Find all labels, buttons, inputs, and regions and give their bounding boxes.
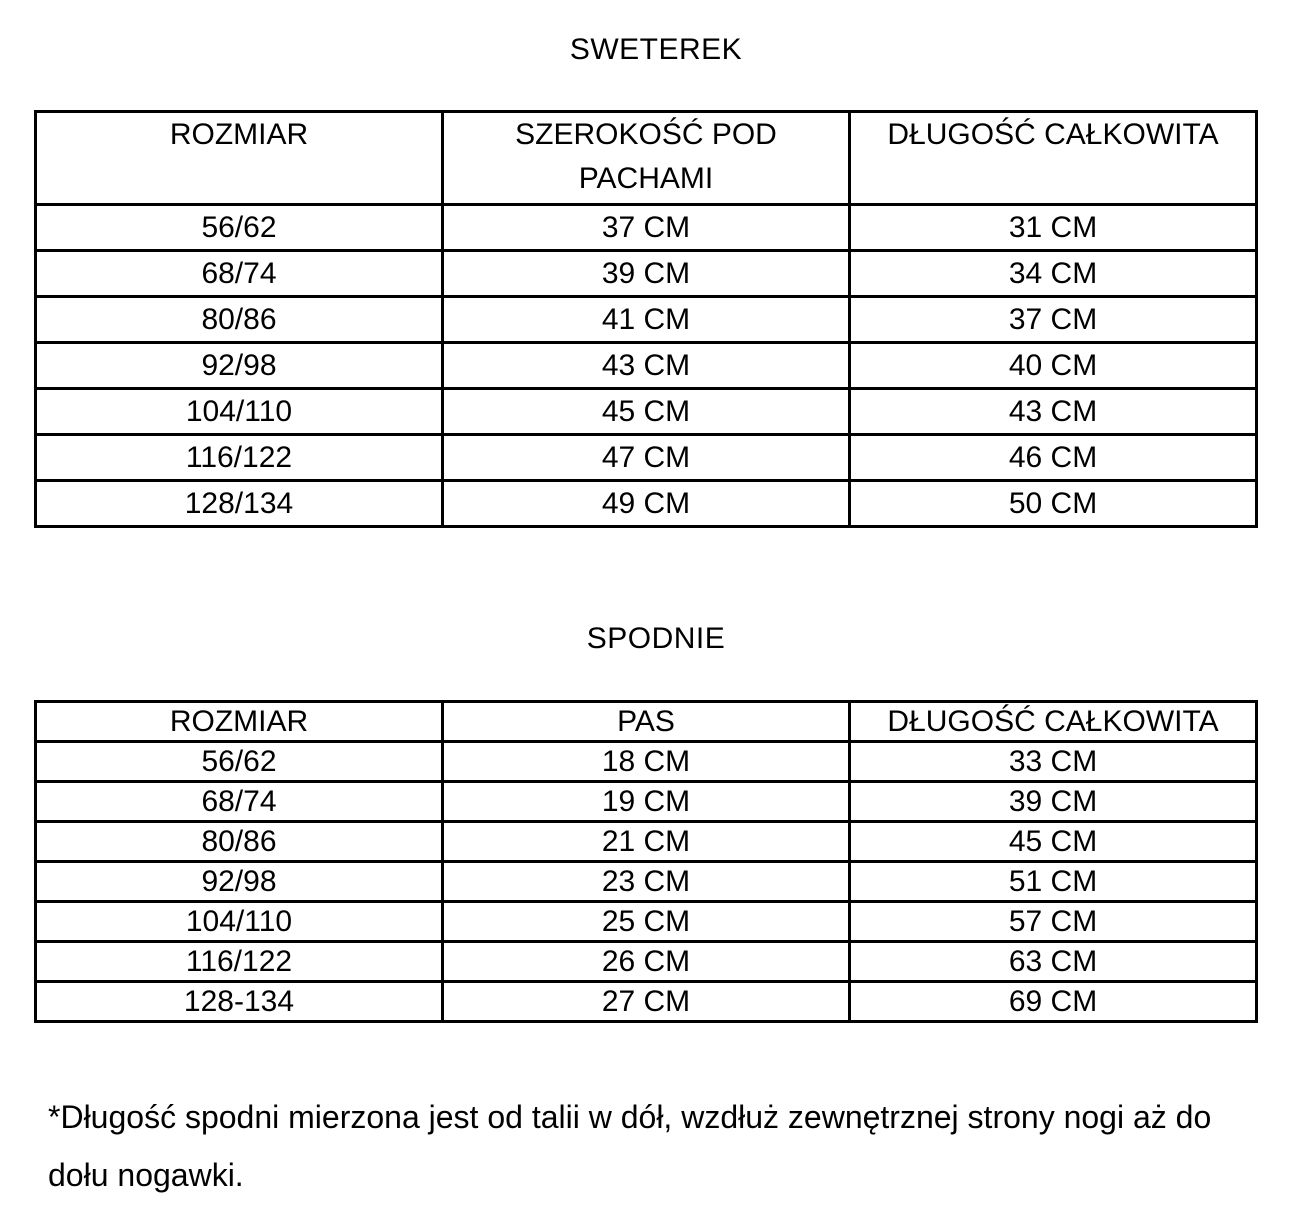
table-row [36, 389, 1257, 435]
pants-size-table [34, 700, 1258, 1023]
table-cell: 56/62 [36, 742, 443, 782]
table-cell: 56/62 [36, 205, 443, 251]
column-header-szerokosc-pod-pachami: SZEROKOŚĆ POD PACHAMI [442, 112, 849, 205]
table-row [36, 822, 1257, 862]
table-cell: 45 CM [850, 822, 1257, 862]
table-cell: 128-134 [36, 982, 443, 1022]
table-cell: 40 CM [850, 343, 1257, 389]
table-cell: 23 CM [442, 862, 849, 902]
table-cell: 50 CM [850, 481, 1257, 527]
table-cell: 21 CM [442, 822, 849, 862]
table-cell: 104/110 [36, 902, 443, 942]
table-cell: 63 CM [850, 942, 1257, 982]
table-cell: 33 CM [850, 742, 1257, 782]
table-row [36, 862, 1257, 902]
column-header-dlugosc-calkowita: DŁUGOŚĆ CAŁKOWITA [850, 112, 1257, 205]
table-cell: 57 CM [850, 902, 1257, 942]
table-row [36, 251, 1257, 297]
table-cell: 68/74 [36, 782, 443, 822]
table-cell: 34 CM [850, 251, 1257, 297]
column-header-pas: PAS [442, 702, 849, 742]
column-header-rozmiar: ROZMIAR [36, 112, 443, 205]
table-cell: 46 CM [850, 435, 1257, 481]
column-header-rozmiar: ROZMIAR [36, 702, 443, 742]
table-cell: 39 CM [442, 251, 849, 297]
table-cell: 26 CM [442, 942, 849, 982]
table-cell: 31 CM [850, 205, 1257, 251]
table-cell: 68/74 [36, 251, 443, 297]
sweater-size-table [34, 110, 1258, 528]
footnote-line-1: *Długość spodni mierzona jest od talii w dół, wzdłuż zewnętrznej strony nogi aż do [48, 1099, 1212, 1135]
pants-table-body [36, 742, 1257, 1022]
table-cell: 92/98 [36, 343, 443, 389]
table-cell: 116/122 [36, 942, 443, 982]
table-cell: 39 CM [850, 782, 1257, 822]
table-cell: 41 CM [442, 297, 849, 343]
footnote-line-2: dołu nogawki. [48, 1157, 244, 1193]
column-header-dlugosc-calkowita: DŁUGOŚĆ CAŁKOWITA [850, 702, 1257, 742]
table-cell: 37 CM [850, 297, 1257, 343]
table-cell: 80/86 [36, 297, 443, 343]
table-row [36, 782, 1257, 822]
table-row [36, 942, 1257, 982]
table-cell: 92/98 [36, 862, 443, 902]
table-cell: 43 CM [442, 343, 849, 389]
table-cell: 51 CM [850, 862, 1257, 902]
table-cell: 45 CM [442, 389, 849, 435]
table-cell: 27 CM [442, 982, 849, 1022]
pants-section-title: SPODNIE [586, 622, 726, 655]
table-cell: 47 CM [442, 435, 849, 481]
sweater-table-body [36, 205, 1257, 527]
table-row [36, 481, 1257, 527]
table-cell: 128/134 [36, 481, 443, 527]
table-cell: 49 CM [442, 481, 849, 527]
table-cell: 104/110 [36, 389, 443, 435]
table-cell: 116/122 [36, 435, 443, 481]
table-cell: 80/86 [36, 822, 443, 862]
table-header-row [36, 702, 1257, 742]
table-row [36, 742, 1257, 782]
table-cell: 25 CM [442, 902, 849, 942]
table-cell: 37 CM [442, 205, 849, 251]
table-cell: 69 CM [850, 982, 1257, 1022]
table-cell: 43 CM [850, 389, 1257, 435]
table-cell: 18 CM [442, 742, 849, 782]
table-row [36, 902, 1257, 942]
sweater-section-title: SWETEREK [569, 33, 743, 66]
table-cell: 19 CM [442, 782, 849, 822]
measurement-footnote [48, 1088, 1288, 1204]
table-row [36, 343, 1257, 389]
table-row [36, 297, 1257, 343]
table-row [36, 205, 1257, 251]
table-row [36, 982, 1257, 1022]
table-header-row [36, 112, 1257, 205]
table-row [36, 435, 1257, 481]
